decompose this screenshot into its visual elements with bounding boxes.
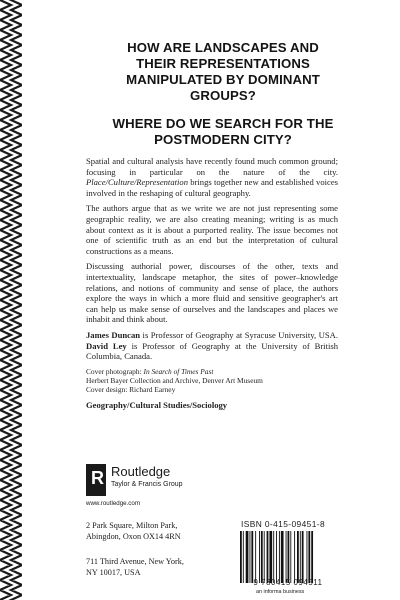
author-bio-1: is Professor of Geography at Syracuse University, USA.: [140, 329, 338, 340]
cover-photo-source: Herbert Bayer Collection and Archive, Denver Art Museum: [86, 375, 263, 385]
routledge-logo-icon: [86, 464, 106, 496]
publisher-group: Taylor & Francis Group: [111, 481, 183, 488]
author-name-1: James Duncan: [86, 329, 141, 340]
barcode-digits: 9 780415 094511: [253, 578, 323, 587]
author-name-2: David Ley: [86, 340, 127, 351]
cover-photo-title: In Search of Times Past: [143, 366, 214, 376]
cover-photo-label: Cover photograph:: [86, 366, 144, 376]
zigzag-border: [0, 0, 22, 600]
address-us-line-1: 711 Third Avenue, New York,: [86, 557, 184, 566]
blurb-p1-start: Spatial and cultural analysis have recently found much common ground; focusing in particular on the nature of the city.: [86, 156, 338, 177]
barcode-icon: [238, 531, 338, 583]
blurb-paragraph-2: The authors argue that as we write we are not just representing some geographic reality, we are also creating meaning; writing is as much about context as it is about a purported reality. The issue becomes not one of scientific truth as an end but the interpretation of cultural constructions as a means.: [86, 203, 338, 256]
address-uk-line-1: 2 Park Square, Milton Park,: [86, 521, 178, 530]
headline-question-2: WHERE DO WE SEARCH FOR THE POSTMODERN CITY?: [112, 116, 334, 147]
address-us: [86, 557, 184, 578]
headline-question-1: HOW ARE LANDSCAPES AND THEIR REPRESENTATIONS MANIPULATED BY DOMINANT GROUPS?: [126, 40, 320, 103]
publisher-name: Routledge: [111, 464, 171, 479]
subject-category: Geography/Cultural Studies/Sociology: [86, 399, 228, 410]
publisher-url: www.routledge.com: [86, 500, 140, 507]
blurb-paragraph-3: Discussing authorial power, discourses of the other, texts and intertextuality, landscape metaphor, the sites of power–knowledge relations, and notions of community and sense of place, the authors explore the ways in which a more fluid and sensitive geographer's art can help us make sense of ourselves and the landscapes and places we inhabit and think about.: [86, 261, 338, 325]
blurb-text: [86, 156, 338, 410]
author-bio-2: is Professor of Geography at the University of British Columbia, Canada.: [86, 340, 338, 362]
author-bio: [86, 330, 338, 362]
cover-credits: [86, 367, 338, 394]
book-title-italic: Place/Culture/Representation: [86, 177, 188, 188]
address-uk: [86, 521, 181, 542]
address-uk-line-2: Abingdon, Oxon OX14 4RN: [86, 531, 181, 541]
isbn-label: ISBN 0-415-09451-8: [241, 519, 326, 529]
cover-photo-credit: [86, 367, 338, 376]
cover-design-credit: Cover design: Richard Earney: [86, 384, 176, 394]
informa-tagline: an informa business: [256, 589, 305, 595]
address-us-line-2: NY 10017, USA: [86, 567, 141, 577]
blurb-p1-end: brings together new and established voices involved in the reshaping of cultural geography.: [86, 177, 338, 198]
logo-letter: R: [91, 468, 104, 488]
blurb-paragraph-1: [86, 156, 338, 198]
